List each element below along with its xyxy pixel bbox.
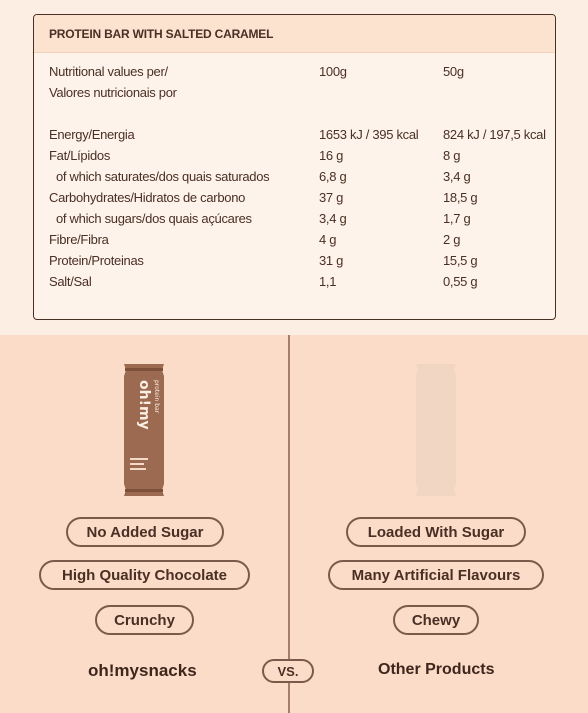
ohmysnacks-brand: oh!mysnacks <box>88 661 197 680</box>
row-label: Protein/Proteinas <box>49 253 144 268</box>
bar-subtitle: protein bar <box>153 380 160 414</box>
row-label: of which sugars/dos quais açúcares <box>56 211 252 226</box>
row-value-50: 3,4 g <box>443 169 471 184</box>
table-title: PROTEIN BAR WITH SALTED CARAMEL <box>34 15 555 53</box>
other-products-label: Other Products <box>378 661 495 678</box>
feature-loaded-with-sugar: Loaded With Sugar <box>346 517 526 547</box>
row-label: Salt/Sal <box>49 274 92 289</box>
feature-no-added-sugar: No Added Sugar <box>66 517 224 547</box>
row-label: Carbohydrates/Hidratos de carbono <box>49 190 246 205</box>
row-value-100: 3,4 g <box>319 211 347 226</box>
nutrition-table <box>33 14 556 320</box>
row-label: Fibre/Fibra <box>49 232 109 247</box>
comparison-divider <box>288 335 290 713</box>
row-label: Energy/Energia <box>49 127 135 142</box>
product-bar-image <box>120 362 168 498</box>
per-label-line2: Valores nutricionais por <box>49 85 177 100</box>
row-value-100: 1653 kJ / 395 kcal <box>319 127 419 142</box>
vs-badge: VS. <box>262 659 314 683</box>
row-value-50: 0,55 g <box>443 274 478 289</box>
row-value-100: 4 g <box>319 232 337 247</box>
row-value-100: 6,8 g <box>319 169 347 184</box>
row-value-100: 31 g <box>319 253 344 268</box>
col-100g: 100g <box>319 64 347 79</box>
feature-many-artificial-flavours: Many Artificial Flavours <box>328 560 544 590</box>
feature-crunchy: Crunchy <box>95 605 194 635</box>
bar-logo: oh!my <box>136 380 152 430</box>
row-value-50: 1,7 g <box>443 211 471 226</box>
row-value-100: 1,1 <box>319 274 337 289</box>
row-value-100: 16 g <box>319 148 344 163</box>
feature-chewy: Chewy <box>393 605 479 635</box>
nutrition-section <box>0 0 588 335</box>
row-value-50: 824 kJ / 197,5 kcal <box>443 127 546 142</box>
row-value-50: 8 g <box>443 148 461 163</box>
col-50g: 50g <box>443 64 464 79</box>
row-value-50: 15,5 g <box>443 253 478 268</box>
feature-high-quality-chocolate: High Quality Chocolate <box>39 560 250 590</box>
row-label: Fat/Lípidos <box>49 148 111 163</box>
other-product-bar-image <box>412 362 460 498</box>
row-value-50: 18,5 g <box>443 190 478 205</box>
row-value-50: 2 g <box>443 232 461 247</box>
per-label-line1: Nutritional values per/ <box>49 64 168 79</box>
row-label: of which saturates/dos quais saturados <box>56 169 270 184</box>
comparison-section <box>0 335 588 713</box>
row-value-100: 37 g <box>319 190 344 205</box>
